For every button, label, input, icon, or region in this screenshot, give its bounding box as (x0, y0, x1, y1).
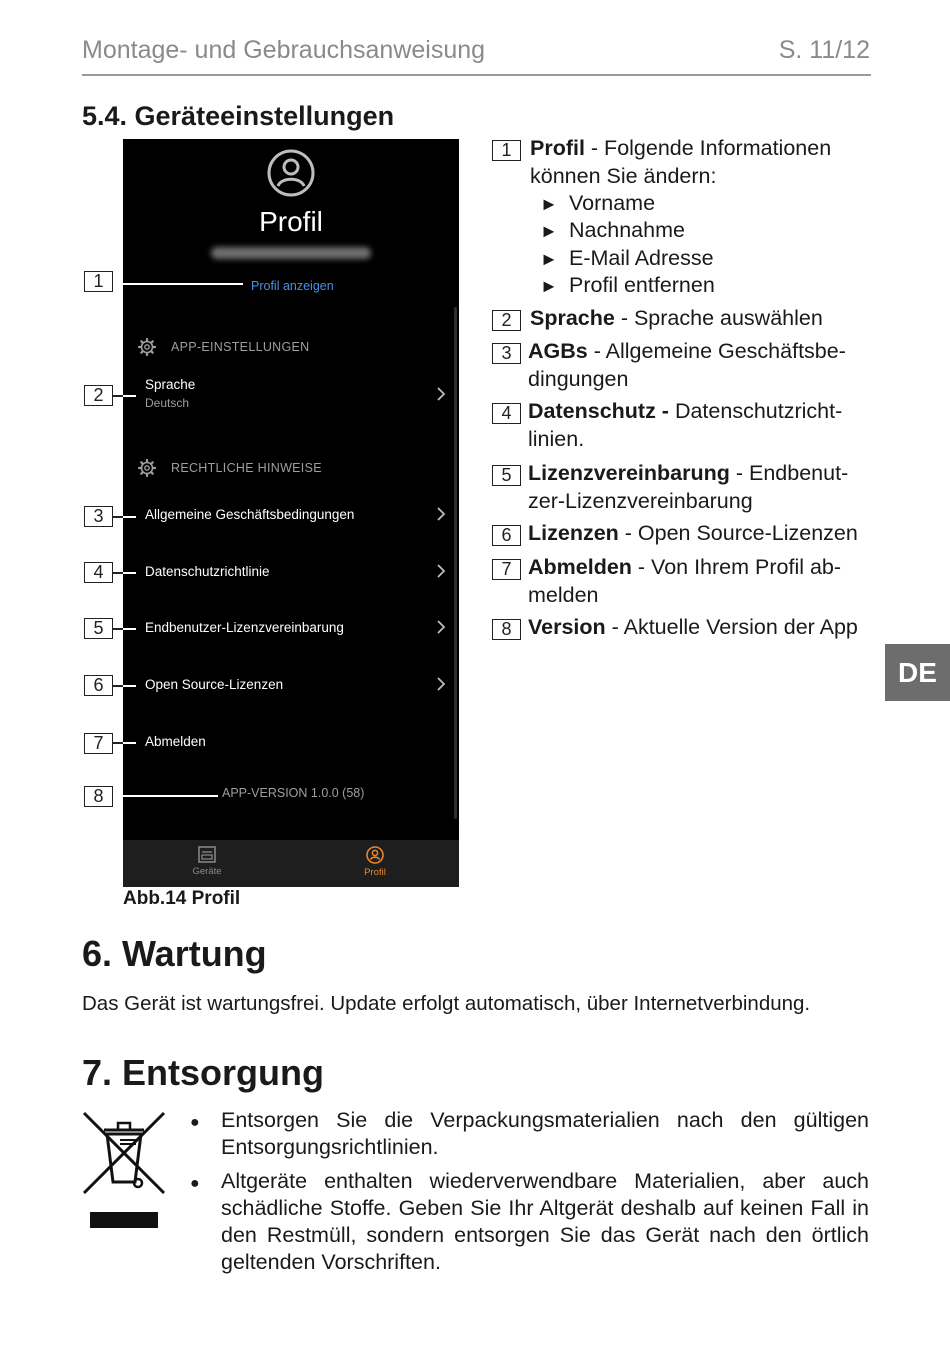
legend-licenses: Lizenzen - Open Source-Lizenzen (528, 521, 858, 545)
callout-line-7 (123, 742, 136, 744)
app-screenshot (123, 139, 459, 887)
bullet-icon: ● (190, 1114, 200, 1131)
scrollbar[interactable] (454, 307, 457, 819)
language-value: Deutsch (145, 396, 190, 410)
triangle-bullet-icon: ► (540, 221, 558, 242)
callout-tick-7 (113, 742, 123, 744)
triangle-bullet-icon: ► (540, 248, 558, 269)
header-rule (82, 74, 871, 76)
callout-tick-2 (113, 395, 123, 397)
logout-item[interactable]: Abmelden (145, 734, 206, 749)
tab-devices[interactable] (167, 846, 247, 877)
callout-1: 1 (84, 271, 113, 292)
screen-title: Profil (259, 206, 323, 237)
app-version: APP-VERSION 1.0.0 (58) (222, 786, 365, 800)
gear-icon (138, 338, 156, 356)
eula-item[interactable]: Endbenutzer-Lizenzvereinbarung (145, 620, 344, 635)
callout-tick-4 (113, 572, 123, 574)
callout-tick-5 (113, 628, 123, 630)
callout-line-8 (123, 795, 218, 797)
callout-7: 7 (84, 733, 113, 754)
legend-box-7: 7 (492, 559, 521, 580)
callout-5: 5 (84, 618, 113, 639)
legend-language: Sprache - Sprache auswählen (530, 306, 823, 330)
legend-box-1: 1 (492, 140, 521, 161)
disposal-bullet-1: Entsorgen Sie die Verpackungsmaterialien nach den gültigen Entsorgungsrichtlinien. (221, 1108, 869, 1159)
legend-profile: Profil - Folgende Informationen können Sie ändern: (530, 136, 832, 188)
open-source-item[interactable]: Open Source-Lizenzen (145, 677, 284, 692)
callout-2: 2 (84, 385, 113, 406)
profile-avatar-icon (266, 148, 316, 198)
section-title: 5.4. Geräteeinstellungen (82, 101, 395, 131)
subitem: ► Profil entfernen (540, 272, 715, 299)
profile-icon (366, 846, 384, 864)
legend-box-2: 2 (492, 310, 521, 331)
chevron-right-icon (436, 507, 446, 521)
callout-8: 8 (84, 786, 113, 807)
callout-3: 3 (84, 506, 113, 527)
language-tab: DE (885, 644, 950, 701)
callout-line-6 (123, 685, 136, 687)
subitem: ► Nachnahme (540, 217, 715, 244)
subitem: ► Vorname (540, 190, 715, 217)
privacy-item[interactable]: Datenschutzrichtlinie (145, 564, 270, 579)
document-header-title: Montage- und Gebrauchsanweisung (82, 36, 486, 64)
page-number: S. 11/12 (778, 36, 870, 64)
subitem: ► E-Mail Adresse (540, 245, 715, 272)
chevron-right-icon (436, 564, 446, 578)
disposal-bullet-2: Altgeräte enthalten wiederverwendbare Materialien, aber auch schädliche Stoffe. Geben Sie Ihr Altgerät deshalb auf keinen Fall in den Restmüll, sondern entsorgen Sie das Gerät nach den örtlich geltenden Vorschriften. (221, 1169, 869, 1274)
chevron-right-icon (436, 620, 446, 634)
legend-privacy: Datenschutz - Datenschutzricht-linien. (528, 399, 843, 451)
tab-profile[interactable] (335, 846, 415, 878)
legend-logout: Abmelden - Von Ihrem Profil ab-melden (528, 555, 842, 607)
tab-profile-label: Profil (364, 867, 386, 878)
legend-box-3: 3 (492, 343, 521, 364)
callout-line-4 (123, 572, 136, 574)
maintenance-heading: 6. Wartung (82, 933, 267, 974)
legend-box-4: 4 (492, 403, 521, 424)
app-settings-heading: APP-EINSTELLUNGEN (171, 340, 310, 354)
view-profile-link[interactable]: Profil anzeigen (251, 279, 334, 293)
maintenance-text: Das Gerät ist wartungsfrei. Update erfolgt automatisch, über Internetverbindung. (82, 992, 811, 1015)
callout-line-2 (123, 395, 136, 397)
devices-icon (198, 846, 216, 863)
legend-version: Version - Aktuelle Version der App (528, 615, 858, 639)
legend-box-8: 8 (492, 619, 521, 640)
tab-bar (123, 840, 459, 887)
triangle-bullet-icon: ► (540, 194, 558, 214)
triangle-bullet-icon: ► (540, 275, 558, 296)
legend-license: Lizenzvereinbarung - Endbenut-zer-Lizenzvereinbarung (528, 461, 849, 513)
callout-tick-3 (113, 516, 123, 518)
legend-box-5: 5 (492, 465, 521, 486)
bullet-icon: ● (190, 1175, 200, 1192)
language-setting[interactable]: Sprache (145, 377, 196, 392)
tab-devices-label: Geräte (192, 866, 222, 877)
figure-caption: Abb.14 Profil (123, 888, 241, 909)
blurred-email (211, 247, 371, 259)
terms-item[interactable]: Allgemeine Geschäftsbedingungen (145, 507, 355, 522)
legal-notes-heading: RECHTLICHE HINWEISE (171, 461, 322, 475)
callout-line-5 (123, 628, 136, 630)
disposal-heading: 7. Entsorgung (82, 1052, 324, 1093)
callout-4: 4 (84, 562, 113, 583)
chevron-right-icon (436, 677, 446, 691)
legend-box-6: 6 (492, 525, 521, 546)
profile-subitems (540, 190, 715, 299)
weee-crossed-bin-icon (82, 1110, 167, 1230)
legend-agb: AGBs - Allgemeine Geschäftsbe-dingungen (528, 339, 846, 391)
callout-6: 6 (84, 675, 113, 696)
callout-tick-6 (113, 685, 123, 687)
callout-line-1 (123, 283, 243, 285)
chevron-right-icon (436, 387, 446, 401)
callout-line-3 (123, 516, 136, 518)
gear-icon (138, 459, 156, 477)
